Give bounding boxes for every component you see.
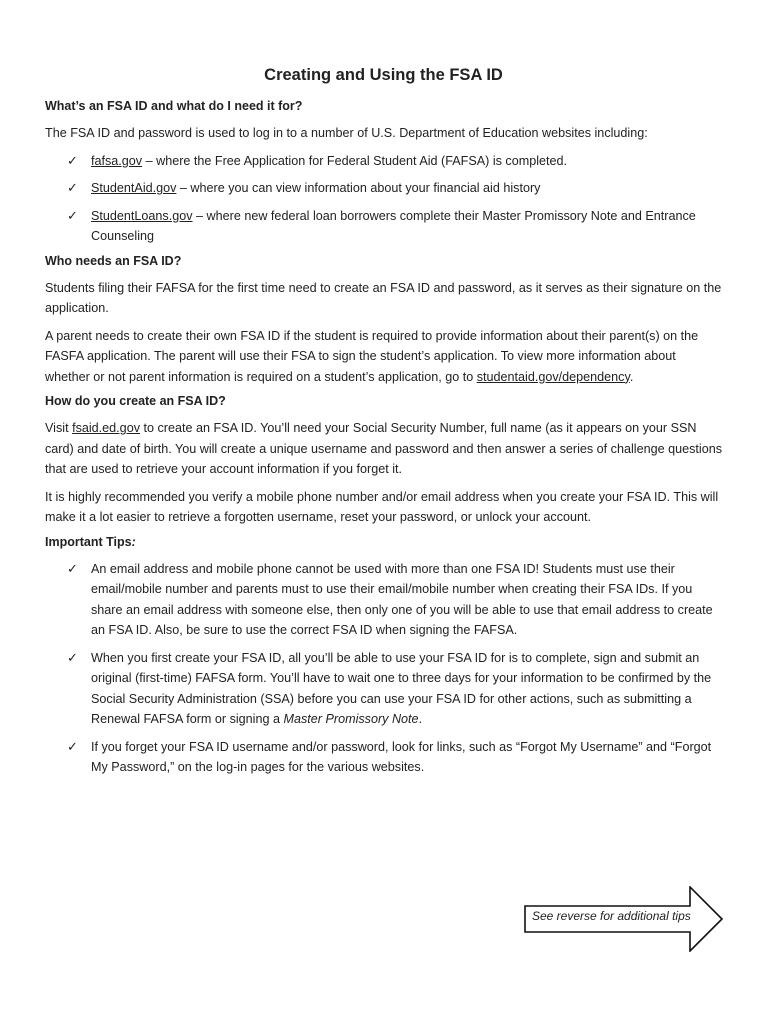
see-reverse-note: See reverse for additional tips [532, 909, 691, 923]
list-item [45, 648, 722, 730]
tip-text: An email address and mobile phone cannot be used with more than one FSA ID! Students must use their email/mobile number and parents must to use their email/mobile number when creating their FSA IDs. If you share an email address with someone else, then only one of you will be able to use that email address to create an FSA ID. Also, be sure to use the correct FSA ID when signing the FAFSA. [91, 561, 713, 637]
tips-list [45, 559, 722, 778]
checkmark-icon: ✓ [67, 649, 78, 665]
checkmark-icon: ✓ [67, 152, 78, 168]
paragraph-text: A parent needs to create their own FSA ID if the student is required to provide information about their parent(s) on the FASFA application. The parent will use their FSA to sign the student’s application. To view more information about whether or not parent information is required on a student’s application, go to [45, 328, 699, 384]
fafsa-link[interactable]: fafsa.gov [91, 153, 143, 168]
section-heading-who: Who needs an FSA ID? [45, 253, 182, 268]
list-item [45, 151, 722, 172]
section-heading-tips [45, 535, 722, 549]
list-item-text: – where you can view information about your financial aid history [176, 181, 541, 195]
checkmark-icon: ✓ [67, 560, 78, 576]
heading-colon: : [131, 534, 136, 549]
tip-end: . [418, 712, 423, 726]
section-what-intro: The FSA ID and password is used to log in to a number of U.S. Department of Education websites including: [45, 126, 648, 140]
list-item [45, 178, 722, 199]
list-item-text: – where new federal loan borrowers complete their Master Promissory Note and Entrance Counseling [91, 208, 696, 243]
tip-text: If you forget your FSA ID username and/or password, look for links, such as “Forgot My Username” and “Forgot My Password,” on the log-in pages for the various websites. [91, 739, 712, 774]
checkmark-icon: ✓ [67, 738, 78, 754]
list-item-text: – where the Free Application for Federal Student Aid (FAFSA) is completed. [142, 153, 568, 168]
paragraph-text: Visit [45, 421, 73, 435]
heading-text: Important Tips [45, 534, 132, 549]
section-who-paragraph-2 [45, 326, 722, 388]
studentaid-link[interactable]: StudentAid.gov [91, 181, 177, 195]
checkmark-icon: ✓ [67, 207, 78, 223]
list-item [45, 737, 722, 778]
checkmark-icon: ✓ [67, 180, 78, 195]
section-heading-what: What’s an FSA ID and what do I need it for? [45, 99, 303, 113]
studentloans-link[interactable]: StudentLoans.gov [91, 208, 193, 223]
dependency-link[interactable]: studentaid.gov/dependency [476, 369, 630, 384]
tip-italic-text: Master Promissory Note [283, 712, 419, 726]
list-item [45, 206, 722, 247]
section-who-paragraph-1: Students filing their FAFSA for the first time need to create an FSA ID and password, as it serves as their signature on the application. [45, 280, 722, 315]
section-heading-how: How do you create an FSA ID? [45, 394, 226, 408]
section-how-paragraph-2: It is highly recommended you verify a mobile phone number and/or email address when you create your FSA ID. This will make it a lot easier to retrieve a forgotten username, reset your password, or unlock your account. [45, 489, 719, 524]
section-how-paragraph-1 [45, 418, 722, 480]
fsaid-link[interactable]: fsaid.ed.gov [72, 421, 140, 435]
list-item [45, 559, 722, 641]
tip-text: When you first create your FSA ID, all you’ll be able to use your FSA ID for is to complete, sign and submit an original (first-time) FAFSA form. You’ll have to wait one to three days for your information to be confirmed by the Social Security Administration (SSA) before you can use your FSA ID for other actions, such as submitting a Renewal FAFSA form or signing a [91, 650, 712, 726]
websites-list [45, 151, 722, 247]
page-title: Creating and Using the FSA ID [264, 66, 503, 84]
paragraph-text: to create an FSA ID. You’ll need your Social Security Number, full name (as it appears on your SSN card) and date of birth. You will create a unique username and password and then answer a series of challenge questions that are used to retrieve your account information if you forget it. [45, 421, 722, 476]
paragraph-end: . [629, 369, 634, 384]
